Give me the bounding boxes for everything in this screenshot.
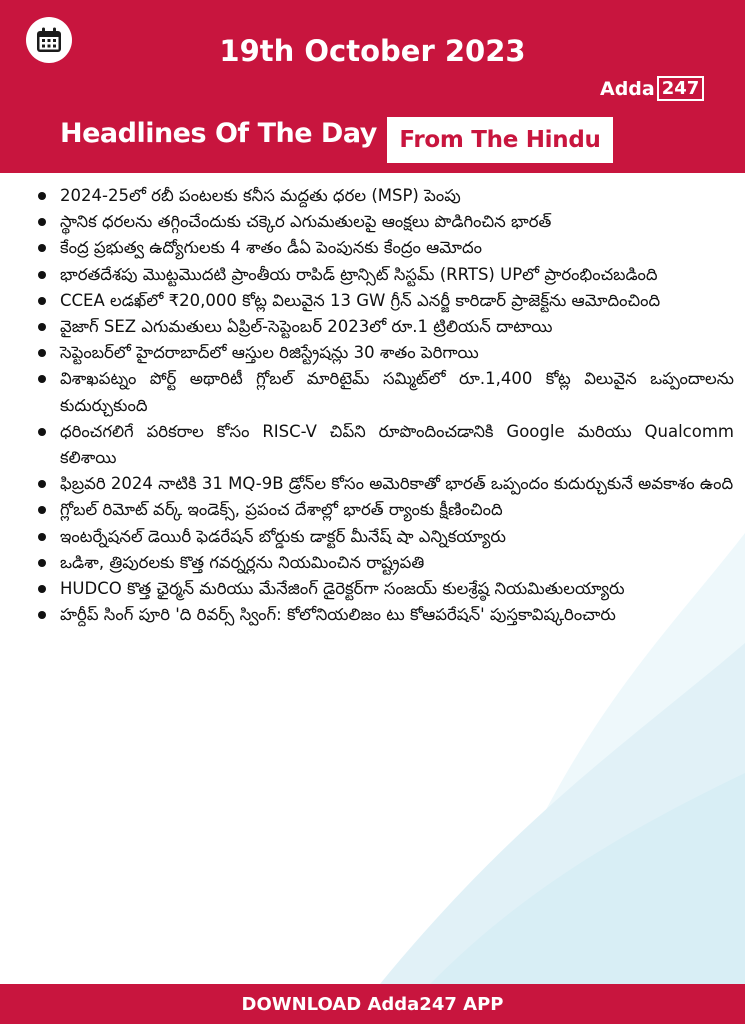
list-item: CCEA లడఖ్‌లో ₹20,000 కోట్ల విలువైన 13 GW గ్రీన్ ఎనర్జీ కారిడార్ ప్రాజెక్ట్‌ను ఆమోదించింది xyxy=(34,288,734,314)
page-title: Headlines Of The Day xyxy=(60,118,377,149)
source-label: From The Hindu xyxy=(387,117,613,163)
brand-number: 247 xyxy=(657,76,705,101)
headlines-panel xyxy=(0,173,745,984)
download-app-label[interactable]: DOWNLOAD Adda247 APP xyxy=(241,993,504,1015)
brand-name: Adda xyxy=(600,77,655,100)
list-item: ఫిబ్రవరి 2024 నాటికి 31 MQ-9B డ్రోన్‌ల కోసం అమెరికాతో భారత్ ఒప్పందం కుదుర్చుకునే అవకాశం ఉంది xyxy=(34,471,734,497)
download-app-banner[interactable] xyxy=(0,984,745,1024)
list-item: గ్లోబల్ రిమోట్ వర్క్ ఇండెక్స్, ప్రపంచ దేశాల్లో భారత్ ర్యాంకు క్షీణించింది xyxy=(34,497,734,523)
list-item: ఒడిశా, త్రిపురలకు కొత్త గవర్నర్లను నియమించిన రాష్ట్రపతి xyxy=(34,550,734,576)
brand-logo xyxy=(600,76,704,101)
list-item: కేంద్ర ప్రభుత్వ ఉద్యోగులకు 4 శాతం డీఏ పెంపునకు కేంద్రం ఆమోదం xyxy=(34,235,734,261)
list-item: ఇంటర్నేషనల్ డెయిరీ ఫెడరేషన్ బోర్డుకు డాక్టర్ మీనేష్ షా ఎన్నికయ్యారు xyxy=(34,524,734,550)
page-date: 19th October 2023 xyxy=(219,34,526,68)
list-item: విశాఖపట్నం పోర్ట్ అథారిటీ గ్లోబల్ మారిటైమ్ సమ్మిట్‌లో రూ.1,400 కోట్ల విలువైన ఒప్పందాలను కుదుర్చుకుంది xyxy=(34,366,734,418)
headline-list xyxy=(34,183,734,628)
list-item: వైజాగ్ SEZ ఎగుమతులు ఏప్రిల్-సెప్టెంబర్ 2023లో రూ.1 ట్రిలియన్ దాటాయి xyxy=(34,314,734,340)
list-item: సెప్టెంబర్‌లో హైదరాబాద్‌లో ఆస్తుల రిజిస్ట్రేషన్లు 30 శాతం పెరిగాయి xyxy=(34,340,734,366)
header-banner xyxy=(0,0,745,173)
list-item: HUDCO కొత్త ఛైర్మన్ మరియు మేనేజింగ్ డైరెక్టర్‌గా సంజయ్ కులశ్రేష్ఠ నియమితులయ్యారు xyxy=(34,576,734,602)
list-item: 2024-25లో రబీ పంటలకు కనీస మద్దతు ధరల (MSP) పెంపు xyxy=(34,183,734,209)
list-item: స్థానిక ధరలను తగ్గించేందుకు చక్కెర ఎగుమతులపై ఆంక్షలు పొడిగించిన భారత్ xyxy=(34,209,734,235)
list-item: ధరించగలిగే పరికరాల కోసం RISC-V చిప్‌ని రూపొందించడానికి Google మరియు Qualcomm కలిశాయి xyxy=(34,419,734,471)
list-item: భారతదేశపు మొట్టమొదటి ప్రాంతీయ రాపిడ్ ట్రాన్సిట్ సిస్టమ్ (RRTS) UPలో ప్రారంభించబడింది xyxy=(34,262,734,288)
list-item: హర్దీప్ సింగ్ పూరి 'ది రివర్స్ స్వింగ్: కోలోనియలిజం టు కోఆపరేషన్' పుస్తకావిష్కరించారు xyxy=(34,602,734,628)
